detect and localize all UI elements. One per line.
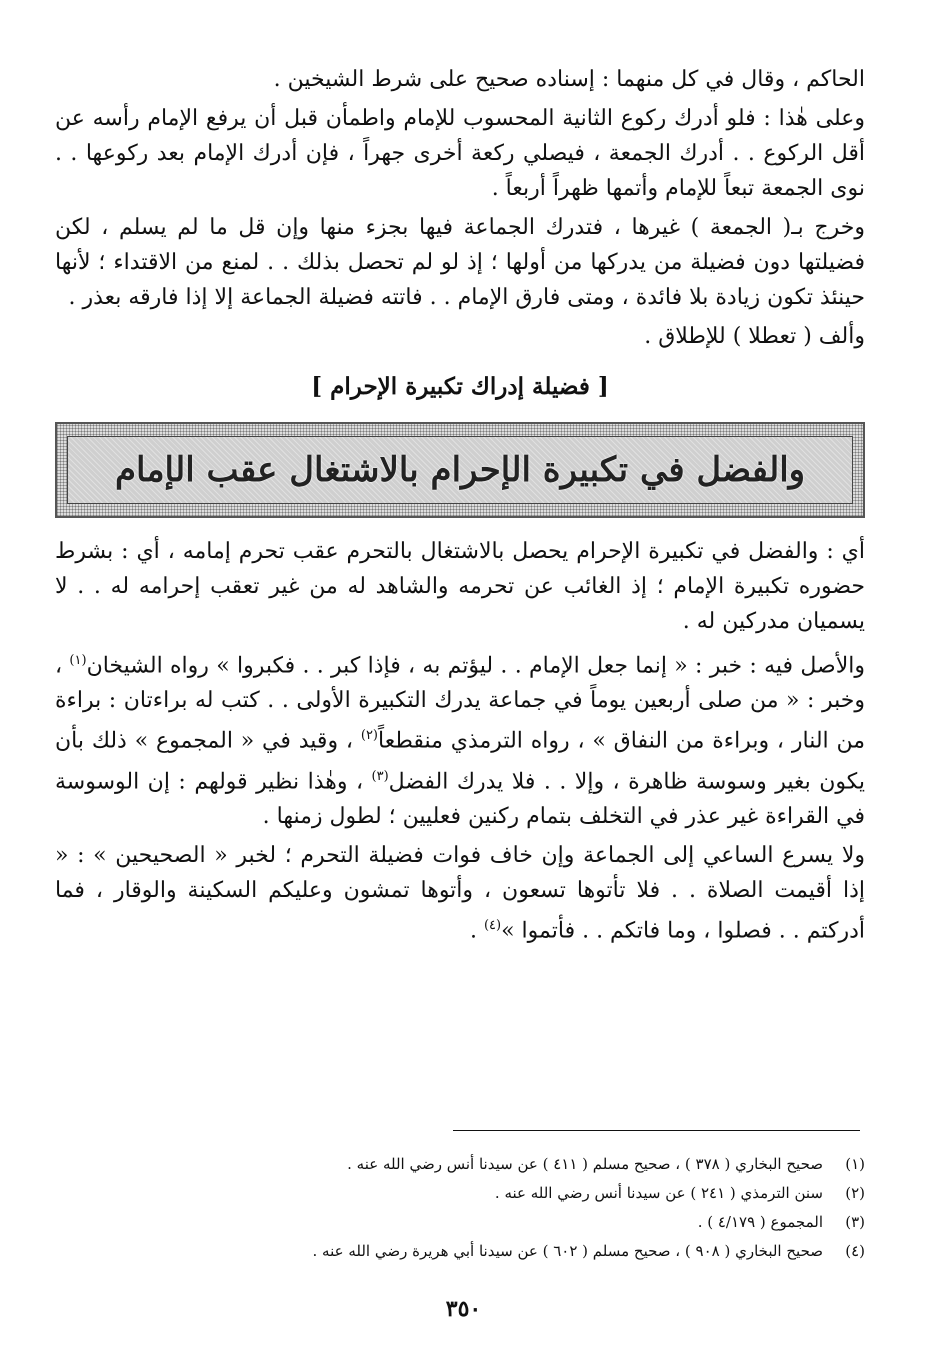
footnote-ref-3[interactable]: (٣) (371, 768, 389, 784)
paragraph-3: وخرج بـ( الجمعة ) غيرها ، فتدرك الجماعة فيها بجزء منها وإن قل ما لم يسلم ، لكن فضيلتها دون فضيلة من يدركها من أولها ؛ إذ لو لم تحصل بذلك . . لمنع من الاقتداء ؛ لأنها حينئذ تكون زيادة بلا فائدة ، ومتى فارق الإمام . . فاتته فضيلة الجماعة إلا إذا فارقه بعذر . (55, 215, 865, 310)
paragraph-7-part-a: ولا يسرع الساعي إلى الجماعة وإن خاف فوات فضيلة التحرم ؛ لخبر « الصحيحين » : « إذا أقيمت الصلاة . . فلا تأتوها تسعون ، وأتوها تمشون وعليكم السكينة والوقار ، فما أدركتم . . فصلوا ، وما فاتكم . . فأتموا » (55, 842, 865, 944)
paragraph-7 (55, 838, 865, 948)
footnotes (55, 1150, 865, 1266)
page-body (55, 62, 865, 952)
paragraph-5: أي : والفضل في تكبيرة الإحرام يحصل بالاشتغال بالتحرم عقب تحرم إمامه ، أي : بشرط حضوره تكبيرة الإمام ؛ إذ الغائب عن تحرمه والشاهد له من غير تعقب إحرامه له . . لا يسميان مدركين له . (55, 539, 865, 634)
paragraph-6-part-a: والأصل فيه : خبر : « إنما جعل الإمام . . ليؤتم به ، فإذا كبر . . فكبروا » رواه الشيخان (86, 653, 865, 679)
footnote-item (55, 1237, 865, 1266)
footnote-divider (453, 1130, 860, 1131)
paragraph-6-part-d: ، وهٰذا نظير قولهم : إن الوسوسة في القراءة غير عذر في التخلف بتمام ركنين فعليين ؛ لطول زمنها . (55, 768, 865, 829)
paragraph-6 (55, 643, 865, 834)
footnote-ref-1[interactable]: (١) (69, 653, 87, 668)
paragraph-2: وعلى هٰذا : فلو أدرك ركوع الثانية المحسوب للإمام واطمأن قبل أن يرفع الإمام رأسه عن أقل الركوع . . أدرك الجمعة ، فيصلي ركعة أخرى جهراً ، فإن أدرك الإمام بعد ركوعها . . نوى الجمعة تبعاً للإمام وأتمها ظهراً أربعاً . (55, 106, 865, 201)
matn-verse-frame (67, 436, 853, 504)
footnote-number: (١) (845, 1155, 865, 1173)
footnote-ref-4[interactable]: (٤) (483, 917, 502, 933)
footnote-text: سنن الترمذي ( ٢٤١ ) عن سيدنا أنس رضي الله عنه . (494, 1184, 823, 1202)
paragraph-6-part-b: ، وخبر : « من صلى أربعين يوماً في جماعة يدرك التكبيرة الأولى . . كتب له براءتان : براءة من النار ، وبراءة من النفاق » ، رواه الترمذي منقطعاً (55, 653, 866, 754)
footnote-text: المجموع ( ٤/١٧٩ ) . (697, 1213, 823, 1231)
footnote-ref-2[interactable]: (٢) (360, 728, 378, 744)
footnote-number: (٢) (845, 1184, 865, 1202)
paragraph-7-part-b: . (469, 918, 477, 944)
footnote-text: صحيح البخاري ( ٣٧٨ ) ، صحيح مسلم ( ٤١١ ) عن سيدنا أنس رضي الله عنه . (347, 1155, 823, 1173)
footnote-number: (٤) (845, 1242, 865, 1260)
footnote-item (55, 1208, 865, 1237)
footnote-item (55, 1150, 865, 1179)
section-heading: [ فضيلة إدراك تكبيرة الإحرام ] (311, 373, 609, 400)
footnote-number: (٣) (845, 1213, 865, 1231)
paragraph-4: وألف ( تعطلا ) للإطلاق . (644, 324, 865, 349)
matn-verse-text: والفضل في تكبيرة الإحرام بالاشتغال عقب الإمام (114, 450, 806, 490)
matn-verse-box (55, 422, 865, 518)
page-number: ٣٥٠ (445, 1296, 482, 1322)
paragraph-1: الحاكم ، وقال في كل منهما : إسناده صحيح على شرط الشيخين . (273, 67, 865, 92)
footnote-item (55, 1179, 865, 1208)
footnote-text: صحيح البخاري ( ٩٠٨ ) ، صحيح مسلم ( ٦٠٢ ) عن سيدنا أبي هريرة رضي الله عنه . (312, 1242, 823, 1260)
paragraph-6-part-c: ، وقيد في « المجموع » ذلك بأن يكون بغير وسوسة ظاهرة ، وإلا . . فلا يدرك الفضل (55, 728, 865, 794)
